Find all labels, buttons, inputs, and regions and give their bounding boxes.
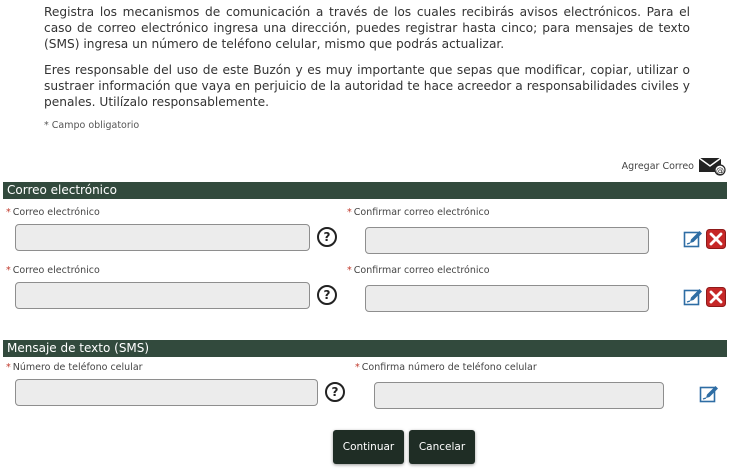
email-input-1[interactable] — [15, 224, 310, 251]
svg-text:@: @ — [716, 166, 724, 175]
confirm-email-label-text: Confirmar correo electrónico — [353, 207, 490, 218]
required-field-note: * Campo obligatorio — [44, 120, 140, 131]
required-mark: * — [6, 362, 11, 373]
required-mark: * — [6, 265, 11, 276]
help-icon[interactable]: ? — [325, 382, 345, 402]
confirm-phone-input[interactable] — [374, 382, 664, 409]
email-label-text: Correo electrónico — [12, 265, 100, 276]
phone-label — [6, 362, 143, 373]
edit-icon[interactable] — [683, 287, 703, 307]
edit-icon[interactable] — [699, 384, 719, 404]
edit-icon[interactable] — [683, 229, 703, 249]
help-icon[interactable]: ? — [317, 285, 337, 305]
envelope-at-icon — [698, 156, 726, 176]
email-label-text: Correo electrónico — [12, 207, 100, 218]
required-mark: * — [355, 362, 360, 373]
add-email-label: Agregar Correo — [621, 160, 694, 172]
email-label-1 — [6, 207, 100, 218]
continue-button[interactable]: Continuar — [333, 430, 404, 464]
confirm-phone-label — [355, 362, 537, 373]
confirm-email-input-2[interactable] — [365, 285, 649, 312]
delete-icon[interactable] — [706, 229, 726, 249]
confirm-phone-label-text: Confirma número de teléfono celular — [361, 362, 537, 373]
confirm-email-label-1 — [347, 207, 490, 218]
add-email-link[interactable] — [622, 156, 726, 176]
required-mark: * — [6, 207, 11, 218]
required-mark: * — [347, 265, 352, 276]
intro-paragraph-2: Eres responsable del uso de este Buzón y es muy importante que sepas que modificar, copiar, utilizar o sustraer información que vaya en perjuicio de la autoridad te hace acreedor a responsabilidades civiles y penales. Utilízalo responsablemente. — [44, 63, 690, 109]
confirm-email-label-2 — [347, 265, 490, 276]
email-section-header: Correo electrónico — [3, 182, 727, 199]
help-icon[interactable]: ? — [317, 227, 337, 247]
email-input-2[interactable] — [15, 282, 310, 309]
cancel-button[interactable]: Cancelar — [409, 430, 475, 464]
phone-input[interactable] — [15, 379, 318, 406]
sms-section-header: Mensaje de texto (SMS) — [3, 340, 727, 357]
phone-label-text: Número de teléfono celular — [12, 362, 143, 373]
intro-paragraph-1: Registra los mecanismos de comunicación a través de los cuales recibirás avisos electrónicos. Para el caso de correo electrónico ingresa una dirección, puedes registrar hasta cinco; para mensajes de texto (SMS) ingresa un número de teléfono celular, mismo que podrás actualizar. — [44, 5, 690, 51]
delete-icon[interactable] — [706, 287, 726, 307]
confirm-email-label-text: Confirmar correo electrónico — [353, 265, 490, 276]
confirm-email-input-1[interactable] — [365, 227, 649, 254]
email-label-2 — [6, 265, 100, 276]
required-mark: * — [347, 207, 352, 218]
